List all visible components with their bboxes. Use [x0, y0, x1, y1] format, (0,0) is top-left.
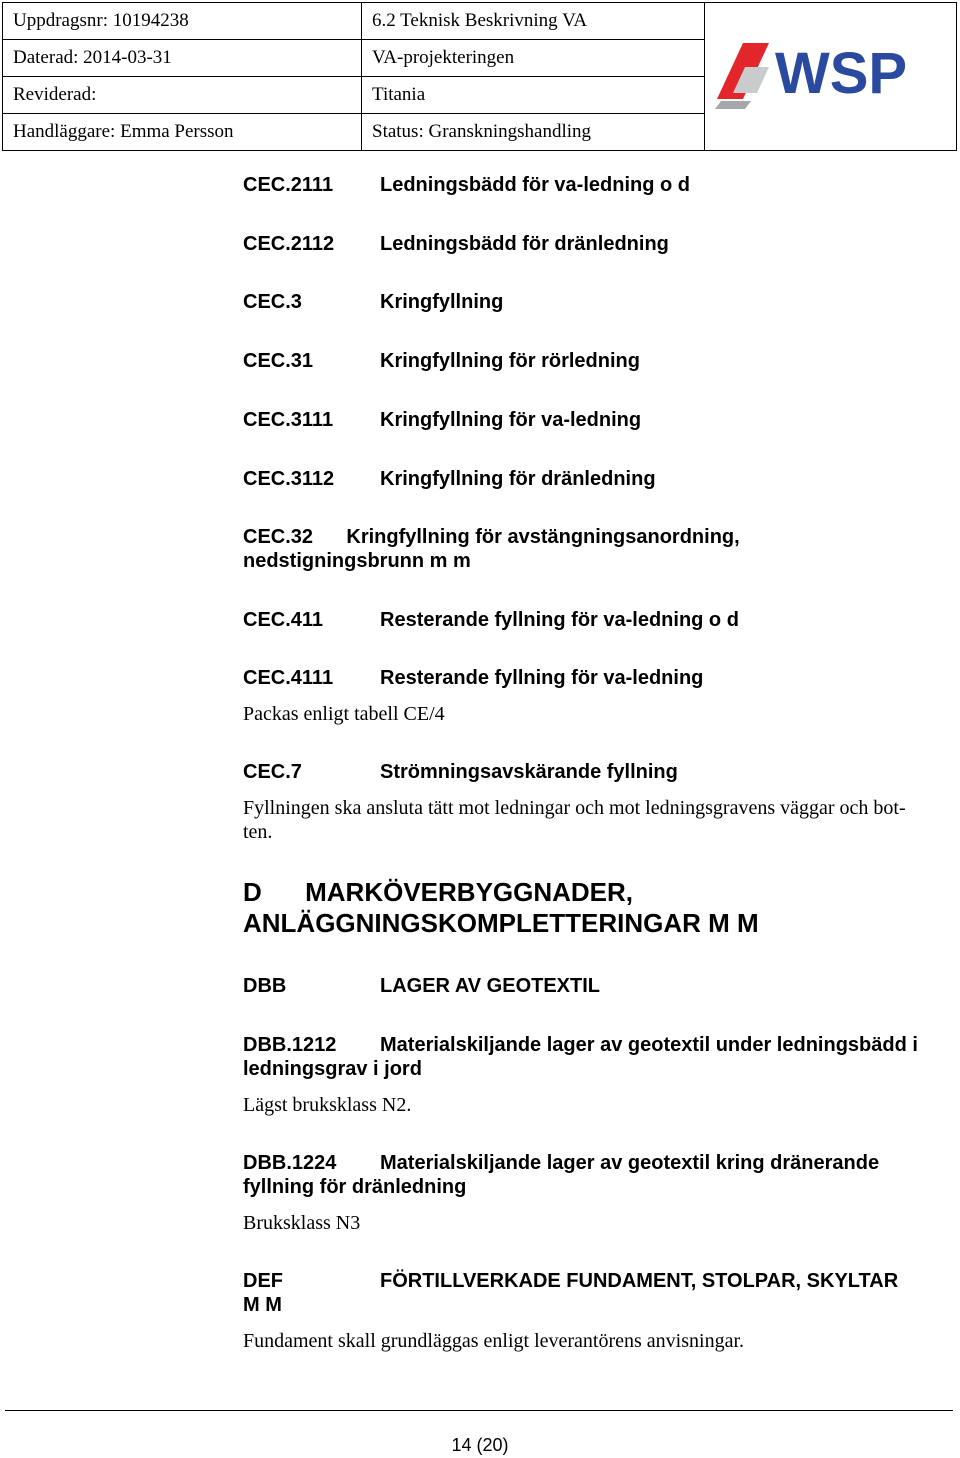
item-title: Materialskiljande lager av geotextil kring dränerande	[380, 1152, 880, 1174]
project-field: VA-projekteringen	[362, 40, 705, 77]
def-code-line2: M M	[243, 1294, 282, 1316]
svg-text:WSP: WSP	[774, 40, 907, 106]
revised-field: Reviderad:	[3, 77, 362, 114]
document-header	[2, 2, 957, 151]
handler-field: Handläggare: Emma Persson	[3, 114, 362, 151]
date-field: Daterad: 2014-03-31	[3, 40, 362, 77]
dbb1212-text: Lägst bruksklass N2.	[243, 1094, 412, 1116]
def-text: Fundament skall grundläggas enligt leverantörens anvisningar.	[243, 1330, 744, 1352]
location-field: Titania	[362, 77, 705, 114]
item-code: CEC.4111	[243, 667, 334, 689]
item-title: Strömningsavskärande fyllning	[380, 761, 678, 783]
cec4111-text: Packas enligt tabell CE/4	[243, 703, 445, 725]
item-code: DEF	[243, 1270, 283, 1292]
item-code: CEC.3112	[243, 468, 335, 490]
item-title: Kringfyllning för dränledning	[380, 468, 656, 490]
logo-cell	[705, 3, 957, 151]
item-code: DBB	[243, 975, 287, 997]
section-heading-line2: ANLÄGGNINGSKOMPLETTERINGAR M M	[243, 908, 759, 938]
cec32-line1: CEC.32 Kringfyllning för avstängningsanordning,	[243, 526, 740, 548]
assignment-number: Uppdragsnr: 10194238	[3, 3, 362, 40]
item-title: LAGER AV GEOTEXTIL	[380, 975, 601, 997]
item-title: Kringfyllning	[380, 291, 504, 313]
item-title: Kringfyllning för va-ledning	[380, 409, 642, 431]
item-title: Kringfyllning för rörledning	[380, 350, 640, 372]
dbb1224-text: Bruksklass N3	[243, 1212, 361, 1234]
item-code: CEC.3	[243, 291, 302, 313]
item-code: DBB.1224	[243, 1152, 337, 1174]
item-code: CEC.411	[243, 609, 324, 631]
wsp-logo-icon	[711, 37, 951, 111]
cec7-text-line2: ten.	[243, 821, 273, 843]
item-code: CEC.2112	[243, 233, 335, 255]
status-field: Status: Granskningshandling	[362, 114, 705, 151]
cec32-line2: nedstigningsbrunn m m	[243, 550, 471, 572]
item-title: Resterande fyllning för va-ledning o d	[380, 609, 739, 631]
item-title: Ledningsbädd för va-ledning o d	[380, 174, 690, 196]
item-code: CEC.2111	[243, 174, 334, 196]
item-code: CEC.7	[243, 761, 302, 783]
item-code: CEC.31	[243, 350, 314, 372]
footer-divider	[5, 1410, 953, 1411]
item-title: Resterande fyllning för va-ledning	[380, 667, 704, 689]
dbb1212-line2: ledningsgrav i jord	[243, 1058, 422, 1080]
item-code: DBB.1212	[243, 1034, 337, 1056]
item-title: Ledningsbädd för dränledning	[380, 233, 669, 255]
cec7-text-line1: Fyllningen ska ansluta tätt mot ledningar och mot ledningsgravens väggar och bot-	[243, 797, 906, 819]
dbb1224-line2: fyllning för dränledning	[243, 1176, 467, 1198]
document-title: 6.2 Teknisk Beskrivning VA	[362, 3, 705, 40]
item-title: FÖRTILLVERKADE FUNDAMENT, STOLPAR, SKYLTAR	[380, 1270, 899, 1292]
section-heading-line1: D MARKÖVERBYGGNADER,	[243, 877, 634, 907]
item-code: CEC.3111	[243, 409, 334, 431]
page-number: 14 (20)	[451, 1435, 509, 1455]
item-title: Materialskiljande lager av geotextil under ledningsbädd i	[380, 1034, 918, 1056]
